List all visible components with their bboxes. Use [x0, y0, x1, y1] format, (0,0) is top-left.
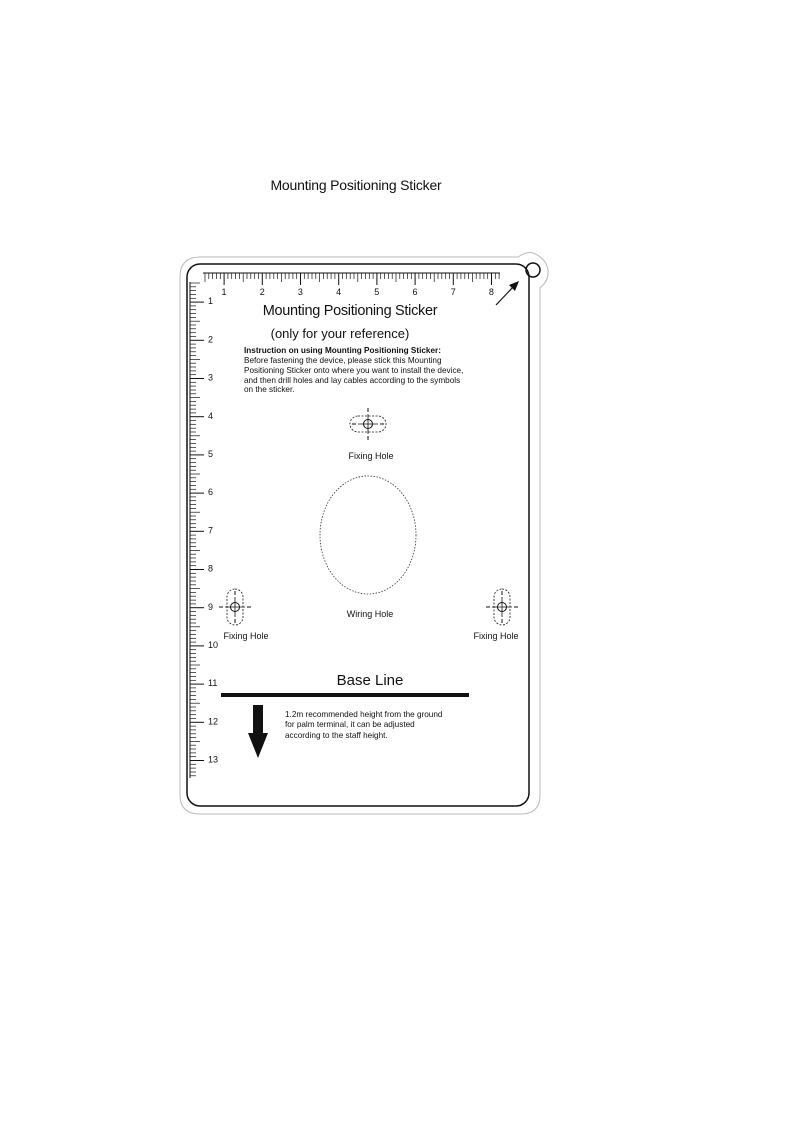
instructions-heading: Instruction on using Mounting Positioning Sticker: — [244, 346, 441, 355]
left-ruler-label: 12 — [208, 716, 219, 727]
left-ruler-label: 9 — [208, 601, 214, 612]
fixing-hole-right-symbol — [486, 589, 518, 625]
left-ruler-label: 5 — [208, 449, 214, 459]
wiring-hole-label: Wiring Hole — [346, 609, 394, 619]
left-ruler-label: 2 — [208, 334, 214, 345]
sticker-title: Mounting Positioning Sticker — [262, 303, 438, 319]
left-ruler-label: 7 — [208, 525, 214, 536]
top-ruler-label: 5 — [374, 287, 380, 297]
top-ruler — [203, 273, 500, 297]
left-ruler-label: 1 — [208, 296, 214, 307]
wiring-hole-outline — [320, 476, 416, 594]
left-ruler-label: 8 — [208, 563, 214, 574]
fixing-hole-left-label: Fixing Hole — [223, 631, 269, 641]
sticker-subtitle: (only for your reference) — [270, 326, 410, 341]
fixing-hole-top-label: Fixing Hole — [348, 451, 394, 461]
top-ruler-label: 3 — [297, 287, 303, 297]
left-ruler-label: 3 — [208, 372, 214, 383]
top-ruler-label: 7 — [450, 287, 456, 297]
instructions-body: Before fastening the device, please stick this Mounting Positioning Sticker onto where you want to install the device, and then drill holes and lay cables according to the symbols on the sticker. — [244, 355, 464, 395]
top-ruler-label: 8 — [488, 287, 494, 297]
fixing-hole-left-symbol — [219, 589, 251, 625]
left-ruler — [190, 282, 218, 778]
left-ruler-label: 6 — [208, 487, 214, 498]
top-ruler-label: 1 — [221, 287, 227, 297]
left-ruler-label: 11 — [208, 678, 218, 689]
down-arrow-icon — [248, 705, 268, 758]
instructions-block — [244, 346, 464, 395]
fixing-hole-right-label: Fixing Hole — [473, 631, 519, 641]
left-ruler-label: 13 — [208, 754, 219, 765]
top-ruler-label: 6 — [412, 287, 418, 297]
top-ruler-label: 4 — [336, 287, 342, 297]
fixing-hole-top-symbol — [350, 408, 386, 440]
base-line-bar — [221, 693, 469, 697]
left-ruler-label: 10 — [208, 640, 219, 650]
left-ruler-label: 4 — [208, 410, 214, 421]
top-ruler-label: 2 — [259, 287, 265, 297]
page-title: Mounting Positioning Sticker — [270, 177, 442, 193]
base-line-label: Base Line — [336, 672, 404, 689]
height-note: 1.2m recommended height from the ground for palm terminal, it can be adjusted according to the staff height. — [285, 710, 443, 740]
